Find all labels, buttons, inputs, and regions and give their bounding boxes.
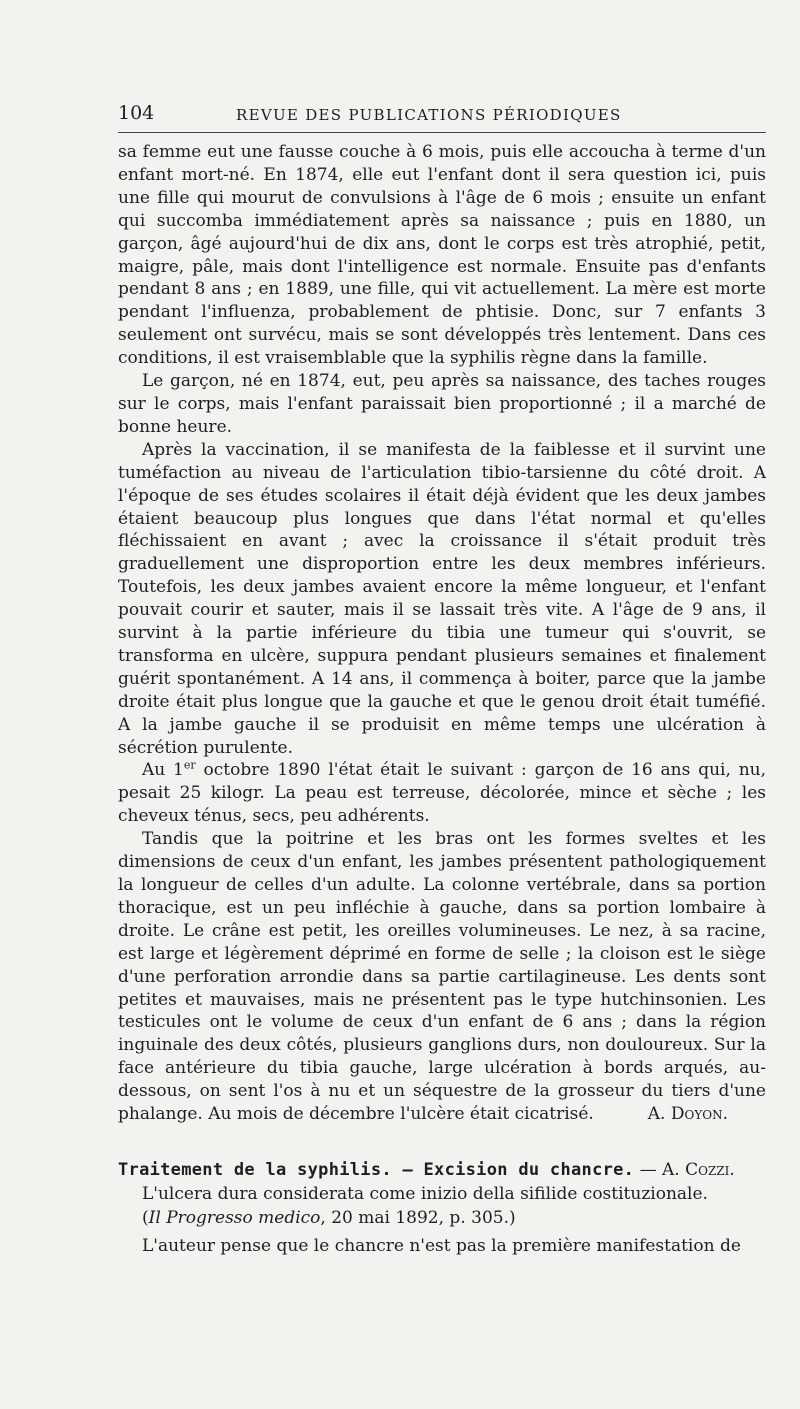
paragraph [118, 828, 766, 1126]
page-number: 104 [118, 102, 155, 124]
article-heading [118, 1158, 766, 1182]
para4-start: Au 1 [142, 760, 184, 781]
para5-text: Tandis que la poitrine et les bras ont les formes sveltes et les dimensions de ceux d'un enfant, les jambes présentent pathologiquement la longueur de celles d'un adulte. La colonne vertébrale, dans sa portion thoracique, est un peu infléchie à gauche, dans sa portion lombaire à droite. Le crâne est petit, les oreilles volumineuses. Le nez, à sa racine, est large et légèrement déprimé en forme de selle ; la cloison est le siège d'une perforation arrondie dans sa partie cartilagineuse. Les dents sont petites et mauvaises, mais ne présentent pas le type hutchinsonien. Les testicules ont le volume de ceux d'un enfant de 6 ans ; dans la région inguinale des deux côtés, plusieurs ganglions durs, non douloureux. Sur la face antérieure du tibia gauche, large ulcération à bords arqués, au-dessous, on sent l'os à nu et un séquestre de la grosseur du tiers d'une phalange. Au mois de décembre l'ulcère était cicatrisé. [118, 829, 766, 1125]
ref-details: , 20 mai 1892, p. 305.) [320, 1207, 516, 1228]
article [118, 1158, 766, 1258]
article-author: A. Cozzi. [662, 1159, 735, 1180]
article-title: Traitement de la syphilis. — Excision du chancre. [118, 1159, 635, 1180]
page [118, 98, 766, 1258]
review-body [118, 141, 766, 1126]
paragraph: Après la vaccination, il se manifesta de la faiblesse et il survint une tuméfaction au niveau de l'articulation tibio-tarsienne du côté droit. A l'époque de ses études scolaires il était déjà évident que les deux jambes étaient beaucoup plus longues que dans l'état normal et qu'elles fléchissaient en avant ; avec la croissance il s'était produit très graduellement une disproportion entre les deux membres inférieurs. Toutefois, les deux jambes avaient encore la même longueur, et l'enfant pouvait courir et sauter, mais il se lassait très vite. A l'âge de 9 ans, il survint à la partie inférieure du tibia une tumeur qui s'ouvrit, se transforma en ulcère, suppura pendant plusieurs semaines et finalement guérit spontanément. A 14 ans, il commença à boiter, parce que la jambe droite était plus longue que la gauche et que le genou droit était tuméfié. A la jambe gauche il se produisit en même temps une ulcération à sécrétion purulente. [118, 439, 766, 758]
heading-separator: — [634, 1159, 663, 1180]
article-reference [118, 1206, 766, 1230]
paragraph: sa femme eut une fausse couche à 6 mois, puis elle accoucha à terme d'un enfant mort-né. En 1874, elle eut l'enfant dont il sera question ici, puis une fille qui mourut de convulsions à l'âge de 6 mois ; ensuite un enfant qui succomba immédiatement après sa naissance ; puis en 1880, un garçon, âgé aujourd'hui de dix ans, dont le corps est très atrophié, petit, maigre, pâle, mais dont l'intelligence est normale. Ensuite pas d'enfants pendant 8 ans ; en 1889, une fille, qui vit actuellement. La mère est morte pendant l'influenza, probablement de phtisie. Donc, sur 7 enfants 3 seulement ont survécu, mais se sont développés très lentement. Dans ces conditions, il est vraisemblable que la syphilis règne dans la famille. [118, 142, 766, 369]
article-subtitle: L'ulcera dura considerata come inizio della sifilide costituzionale. [142, 1183, 708, 1204]
ordinal-superscript: er [183, 758, 196, 772]
author-signature: A. Doyon. [647, 1104, 728, 1125]
journal-name: Il Progresso medico [148, 1207, 321, 1228]
header-rule [118, 132, 766, 133]
paragraph: Le garçon, né en 1874, eut, peu après sa naissance, des taches rouges sur le corps, mais l'enfant paraissait bien proportionné ; il a marché de bonne heure. [118, 371, 766, 437]
ref-open: ( [142, 1207, 149, 1228]
paragraph [118, 759, 766, 828]
article-body: L'auteur pense que le chancre n'est pas la première manifestation de [142, 1235, 741, 1256]
running-title: REVUE DES PUBLICATIONS PÉRIODIQUES [236, 106, 622, 124]
page-header [118, 98, 766, 132]
para4-rest: octobre 1890 l'état était le suivant : garçon de 16 ans qui, nu, pesait 25 kilogr. La peau est terreuse, décolorée, mince et sèche ; les cheveux ténus, secs, peu adhérents. [118, 760, 767, 827]
